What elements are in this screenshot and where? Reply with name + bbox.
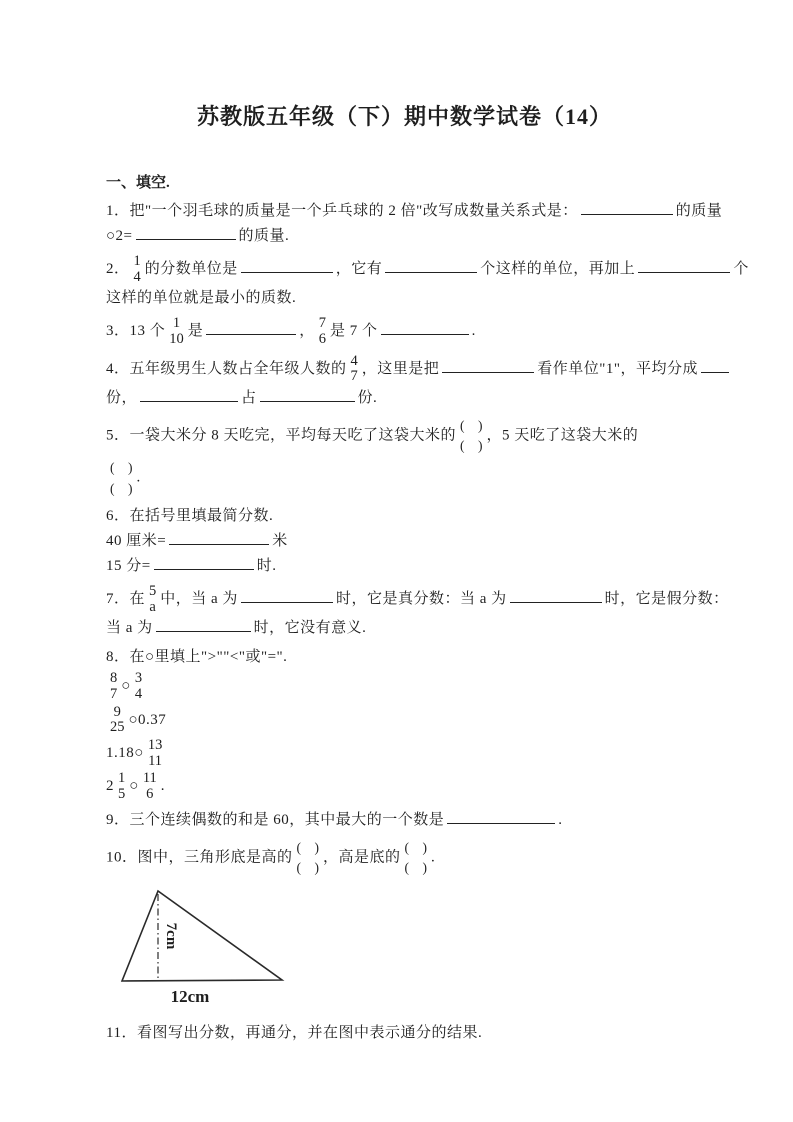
fraction: [110, 705, 125, 736]
fraction-denominator: 4: [134, 685, 143, 702]
blank-fraction-denominator: ( ): [110, 480, 133, 496]
question-line: [106, 617, 703, 640]
question-line: [106, 416, 703, 457]
fraction-denominator: 11: [148, 752, 163, 769]
blank-fraction-numerator: ( ): [460, 417, 483, 433]
question-text: ，这里是把: [361, 360, 440, 377]
question-line: [106, 225, 703, 248]
triangle-figure: [112, 884, 703, 1012]
question-9: [106, 809, 703, 832]
answer-blank: [156, 628, 251, 632]
fraction-numerator: 5: [149, 582, 157, 599]
question-text: 的质量: [675, 203, 723, 219]
fraction-denominator: a: [149, 598, 156, 615]
question-text: 15 分=: [106, 557, 151, 574]
question-line: [106, 671, 703, 702]
question-2: [106, 253, 749, 310]
fraction-numerator: 1: [118, 770, 126, 787]
blank-fraction: [297, 838, 320, 879]
question-text: 10．图中，三角形底是高的: [106, 849, 293, 866]
question-text: 时.: [256, 557, 277, 574]
blank-fraction-numerator: ( ): [404, 839, 428, 855]
fraction-denominator: 5: [118, 785, 126, 802]
question-line: [106, 838, 703, 879]
fraction-numerator: 1: [133, 253, 141, 269]
question-5: [106, 416, 703, 499]
question-text: 2: [106, 778, 114, 795]
question-text: ，: [299, 323, 315, 340]
question-line: [106, 387, 703, 410]
question-text: 的分数单位是: [144, 261, 238, 278]
answer-blank: [169, 541, 269, 545]
blank-fraction-denominator: ( ): [296, 859, 320, 875]
blank-fraction: [110, 458, 133, 499]
fraction-denominator: 10: [169, 330, 184, 347]
question-text: 这样的单位就是最小的质数.: [106, 290, 297, 307]
figure-height-label: 7cm: [163, 922, 179, 950]
answer-blank: [241, 599, 333, 603]
fraction: [169, 316, 184, 347]
question-text: 是: [187, 323, 204, 340]
question-text: ，它有: [335, 261, 383, 278]
question-text: ，5 天吃了这袋大米的: [486, 427, 639, 444]
fraction: [148, 738, 163, 769]
question-text: 1.18○: [106, 744, 144, 761]
fraction-numerator: 7: [318, 315, 327, 332]
answer-blank: [385, 269, 477, 273]
fraction: [118, 771, 125, 802]
answer-blank: [136, 236, 236, 240]
question-text: ○2=: [106, 228, 133, 244]
question-7: [106, 582, 729, 640]
page-title: 苏教版五年级（下）期中数学试卷（14）: [196, 104, 612, 129]
question-text: .: [471, 323, 476, 340]
answer-blank: [638, 269, 730, 273]
question-text: .: [136, 470, 141, 487]
question-line: [106, 287, 703, 310]
fraction-numerator: 9: [113, 703, 121, 720]
fraction-denominator: 6: [318, 330, 327, 347]
question-text: 11．看图写出分数，再通分，并在图中表示通分的结果.: [106, 1025, 483, 1041]
question-3: [106, 316, 703, 347]
question-text: 6．在括号里填最简分数.: [106, 507, 274, 524]
question-line: [106, 354, 703, 385]
blank-fraction: [405, 838, 428, 879]
fraction-numerator: 4: [350, 352, 358, 369]
questions-block-2: [106, 1022, 703, 1045]
question-text: 3．13 个: [106, 323, 166, 340]
question-line: [106, 705, 703, 736]
question-text: 的质量.: [238, 228, 290, 244]
fraction-denominator: 4: [133, 268, 141, 285]
question-text: 米: [272, 532, 288, 549]
question-line: [106, 316, 703, 347]
question-text: 4．五年级男生人数占全年级人数的: [106, 360, 347, 377]
answer-blank: [241, 269, 333, 273]
answer-blank: [140, 398, 238, 402]
fraction-denominator: 25: [110, 719, 125, 736]
question-text: .: [160, 778, 166, 795]
question-line: [106, 530, 703, 553]
question-text: .: [558, 811, 563, 828]
question-text: 1．把"一个羽毛球的质量是一个乒乓球的 2 倍"改写成数量关系式是：: [106, 203, 578, 219]
question-line: [106, 458, 703, 499]
question-line: [106, 738, 703, 769]
question-1: [106, 200, 723, 248]
question-text: ○: [121, 678, 131, 695]
question-text: 9．三个连续偶数的和是 60，其中最大的一个数是: [106, 811, 445, 828]
question-text: 8．在○里填上">""<"或"=".: [106, 649, 288, 666]
question-10: [106, 838, 703, 879]
section-heading: 一、填空.: [106, 175, 170, 191]
blank-fraction-denominator: ( ): [404, 859, 428, 875]
question-line: [106, 200, 723, 223]
fraction-denominator: 7: [350, 368, 358, 385]
question-line: [106, 555, 703, 578]
question-line: [106, 582, 729, 615]
answer-blank: [581, 211, 673, 215]
fraction: [135, 671, 142, 702]
fraction: [143, 771, 157, 802]
question-text: .: [431, 849, 436, 866]
question-4: [106, 354, 703, 410]
blank-fraction-denominator: ( ): [460, 438, 483, 454]
question-line: [106, 646, 703, 669]
question-text: 是 7 个: [330, 323, 378, 340]
blank-fraction-numerator: ( ): [296, 839, 320, 855]
question-text: 5．一袋大米分 8 天吃完，平均每天吃了这袋大米的: [106, 427, 457, 444]
question-text: ○0.37: [128, 711, 167, 728]
fraction: [319, 316, 326, 347]
question-text: 份，: [106, 389, 138, 406]
question-text: 看作单位"1"，平均分成: [537, 360, 699, 377]
question-11: [106, 1022, 703, 1045]
question-text: ○: [129, 778, 139, 795]
question-line: [106, 1022, 703, 1045]
answer-blank: [206, 331, 296, 335]
answer-blank: [442, 369, 534, 373]
fraction-numerator: 1: [172, 315, 181, 332]
fraction-numerator: 13: [147, 736, 163, 753]
question-line: [106, 505, 703, 528]
fraction-numerator: 8: [110, 670, 118, 687]
fraction-numerator: 11: [142, 770, 157, 787]
question-text: 时，它是真分数：当 a 为: [335, 591, 507, 608]
question-line: [106, 809, 703, 832]
question-text: ，高是底的: [323, 849, 401, 866]
answer-blank: [701, 369, 729, 373]
triangle-diagram: [112, 884, 322, 1012]
question-text: 40 厘米=: [106, 532, 167, 549]
fraction-numerator: 3: [134, 670, 143, 687]
question-text: 个: [733, 261, 749, 278]
answer-blank: [260, 398, 355, 402]
question-line: [106, 253, 749, 285]
blank-fraction: [460, 416, 483, 457]
fraction-denominator: 6: [146, 785, 154, 802]
question-text: 2．: [106, 261, 130, 278]
triangle-shape: [122, 891, 282, 981]
question-text: 时，它是假分数：: [604, 591, 729, 608]
question-text: 个这样的单位，再加上: [480, 261, 636, 278]
question-text: 中，当 a 为: [160, 591, 238, 608]
question-text: 时，它没有意义.: [253, 620, 367, 637]
answer-blank: [381, 331, 469, 335]
question-text: 7．在: [106, 591, 146, 608]
fraction: [134, 254, 141, 285]
question-text: 当 a 为: [106, 620, 153, 637]
questions-block-1: [106, 200, 749, 878]
fraction-denominator: 7: [110, 685, 118, 702]
question-text: 份.: [357, 389, 378, 406]
fraction: [149, 584, 156, 615]
question-6: [106, 505, 703, 578]
answer-blank: [510, 599, 602, 603]
fraction: [351, 354, 358, 385]
fraction: [110, 671, 117, 702]
question-text: 占: [241, 389, 257, 406]
question-line: [106, 771, 703, 802]
answer-blank: [447, 820, 555, 824]
figure-base-label: 12cm: [170, 987, 210, 1006]
blank-fraction-numerator: ( ): [110, 460, 133, 476]
answer-blank: [154, 566, 254, 570]
question-8: [106, 646, 703, 802]
